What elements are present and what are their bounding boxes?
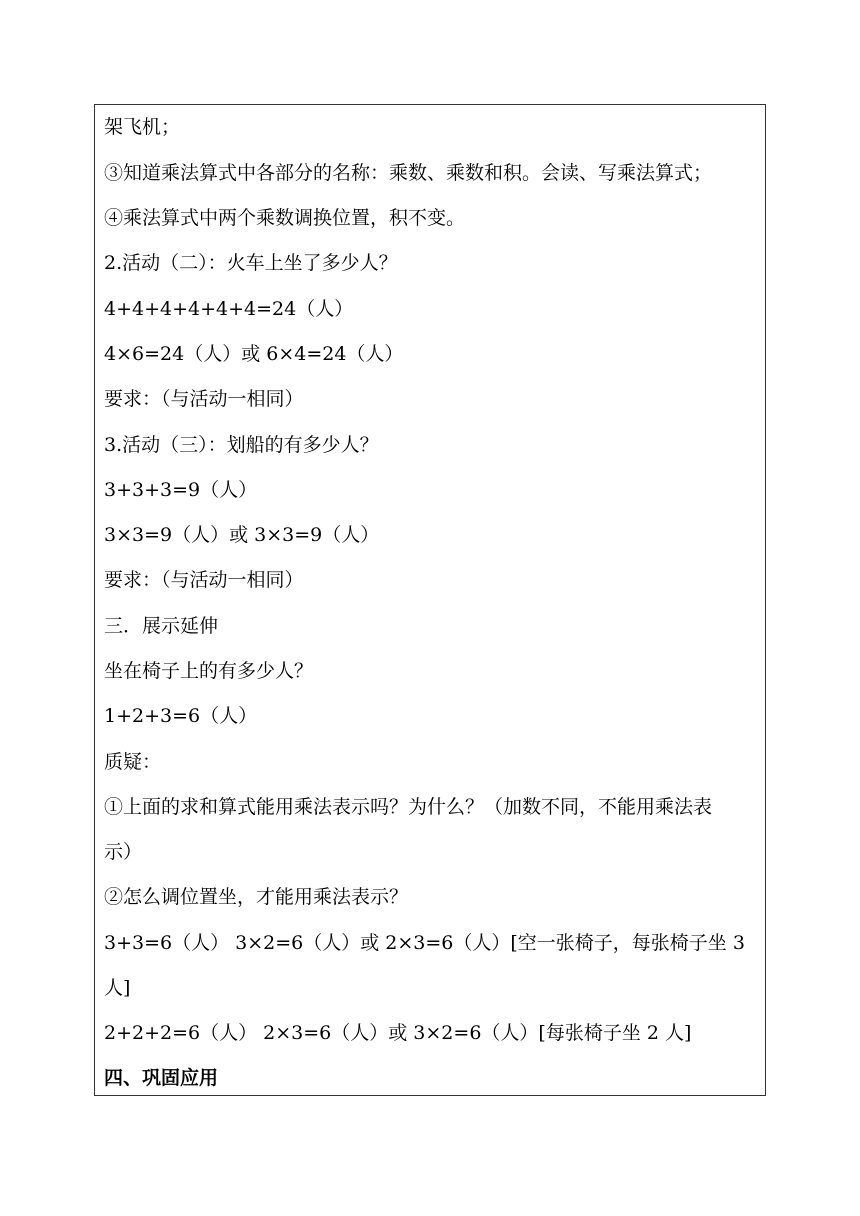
- text-line: 示）: [104, 841, 143, 863]
- text-line: 质疑：: [104, 751, 162, 773]
- text-line: ④乘法算式中两个乘数调换位置，积不变。: [104, 207, 466, 229]
- text-line: 3.活动（三）：划船的有多少人？: [104, 434, 379, 456]
- text-line: 2.活动（二）：火车上坐了多少人？: [104, 252, 398, 274]
- text-line: ①上面的求和算式能用乘法表示吗？为什么？（加数不同，不能用乘法表: [104, 796, 713, 818]
- text-line: 4+4+4+4+4+4=24（人）: [104, 298, 354, 320]
- text-line: 3+3=6（人） 3×2=6（人）或 2×3=6（人）[空一张椅子，每张椅子坐 3: [104, 932, 745, 954]
- text-line: 3×3=9（人）或 3×3=9（人）: [104, 524, 380, 546]
- text-line: 人]: [104, 977, 131, 999]
- text-line: 1+2+3=6（人）: [104, 705, 258, 727]
- text-line: 3+3+3=9（人）: [104, 479, 258, 501]
- lesson-plan-table-cell: [94, 104, 766, 1096]
- text-line: 2+2+2=6（人） 2×3=6（人）或 3×2=6（人）[每张椅子坐 2 人]: [104, 1022, 692, 1044]
- section-heading: 四、巩固应用: [104, 1067, 219, 1089]
- text-line: ②怎么调位置坐，才能用乘法表示？: [104, 886, 409, 908]
- text-line: 架飞机；: [104, 116, 181, 138]
- text-line: 要求：（与活动一相同）: [104, 569, 304, 591]
- text-line: 4×6=24（人）或 6×4=24（人）: [104, 343, 404, 365]
- text-line: 坐在椅子上的有多少人？: [104, 660, 314, 682]
- text-line: 要求：（与活动一相同）: [104, 388, 304, 410]
- text-line: ③知道乘法算式中各部分的名称：乘数、乘数和积。会读、写乘法算式；: [104, 162, 713, 184]
- section-heading: 三．展示延伸: [104, 615, 219, 637]
